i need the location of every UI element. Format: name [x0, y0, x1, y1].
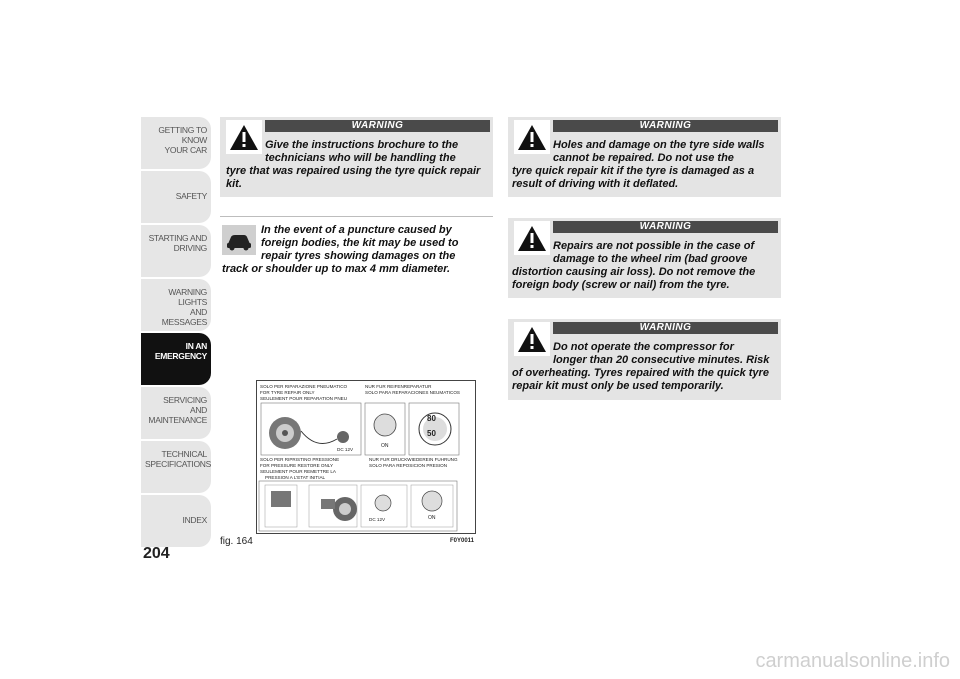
info-note: In the event of a puncture caused by foreign bodies, the kit may be used to repair tyres showing damages on the track or shoulder up to max 4 mm diameter.: [222, 224, 459, 275]
tab-servicing[interactable]: SERVICING AND MAINTENANCE: [141, 387, 211, 439]
warning-triangle-icon: [514, 120, 550, 154]
warning-triangle-icon: [514, 221, 550, 255]
warning-triangle-icon: [226, 120, 262, 154]
warning-heading: WARNING: [553, 120, 778, 132]
divider: [220, 216, 493, 217]
tab-starting-driving[interactable]: STARTING AND DRIVING: [141, 225, 211, 277]
watermark: carmanualsonline.info: [755, 650, 950, 672]
tab-warning-lights[interactable]: WARNING LIGHTS AND MESSAGES: [141, 279, 211, 331]
tab-safety[interactable]: SAFETY: [141, 171, 211, 223]
tab-technical[interactable]: TECHNICAL SPECIFICATIONS: [141, 441, 211, 493]
warning-heading: WARNING: [265, 120, 490, 132]
warning-box: WARNING Give the instructions brochure to the technicians who will be handling the tyre that was repaired using the tyre quick repair kit.: [220, 117, 493, 197]
warning-box: WARNING Holes and damage on the tyre side walls cannot be repaired. Do not use the tyre quick repair kit if the tyre is damaged as a result of driving with it deflated.: [508, 117, 781, 197]
tab-emergency[interactable]: IN AN EMERGENCY: [141, 333, 211, 385]
figure-code: F0Y0011: [450, 538, 475, 544]
tyre-kit-figure: SOLO PER RIPARAZIONE PNEUMATICO FOR TYRE REPAIR ONLY SEULEMENT POUR REPARATION PNEU NUR FUR REIFENREPARATUR SOLO PARA REPARACIONES NEUMATICOS SOLO PER RIPRISTINO PRESSIONE FOR PRESSURE RESTORE ONLY SEULEMENT POUR REMETTRE LA PRESSION A L'ETAT INITIAL NUR FUR DRUCKWIEDEREIN FUHRUNG SOLO PARA REPOSICION PRESION ON 80 50 DC 12V ON DC 12V: [256, 380, 476, 534]
page-number: 204: [143, 545, 170, 562]
warning-box: WARNING Repairs are not possible in the case of damage to the wheel rim (bad groove distortion causing air loss). Do not remove the foreign body (screw or nail) from the tyre.: [508, 218, 781, 298]
warning-heading: WARNING: [553, 322, 778, 334]
tab-getting-to-know[interactable]: GETTING TO KNOW YOUR CAR: [141, 117, 211, 169]
figure-caption: fig. 164: [220, 536, 253, 547]
warning-box: WARNING Do not operate the compressor for longer than 20 consecutive minutes. Risk of overheating. Tyres repaired with the quick tyre repair kit must only be used temporarily.: [508, 319, 781, 400]
tab-index[interactable]: INDEX: [141, 495, 211, 547]
car-icon: [222, 225, 256, 255]
warning-heading: WARNING: [553, 221, 778, 233]
warning-triangle-icon: [514, 322, 550, 356]
